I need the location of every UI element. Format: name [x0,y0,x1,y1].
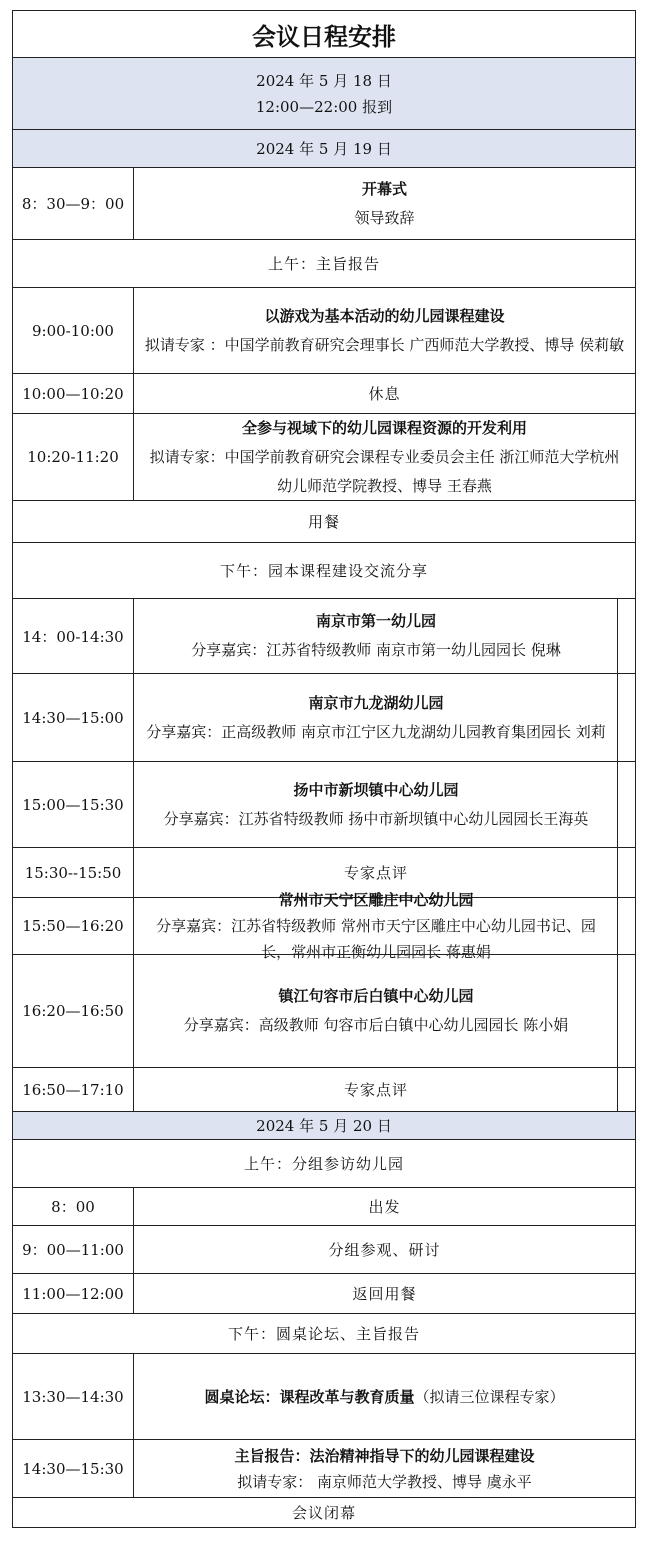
session-topic: 开幕式 [361,179,407,198]
session-desc: 分享嘉宾：高级教师 句容市后白镇中心幼儿园园长 陈小娟 [183,1016,569,1034]
time-cell: 8：30—9：00 [13,168,134,239]
title-row [13,11,635,57]
session-topic: 扬中市新坝镇中心幼儿园 [293,780,459,799]
lunch-label: 用餐 [307,513,340,531]
session-desc: 拟请专家： 南京师范大学教授、博导 虞永平 [237,1472,532,1491]
session-desc: 分享嘉宾：江苏省特级教师 扬中市新坝镇中心幼儿园园长王海英 [163,809,589,828]
closing-row [13,1497,635,1527]
session-label: 专家点评 [343,1081,408,1099]
session-label: 专家点评 [343,864,408,882]
session-desc: 拟请专家 ：中国学前教育研究会理事长 广西师范大学教授、博导 侯莉敏 [144,335,625,354]
day1-note: 12:00—22:00 报到 [255,97,393,116]
schedule-row-visit [13,1225,635,1273]
day3-header [13,1111,635,1139]
schedule-row-depart [13,1187,635,1225]
time-cell: 14:30—15:30 [13,1440,134,1497]
schedule-row-return [13,1273,635,1313]
time-cell: 9：00—11:00 [13,1226,134,1273]
schedule-row-share4 [13,891,635,961]
session-label: 休息 [368,385,401,403]
schedule-row-opening [13,167,635,239]
page-title: 会议日程安排 [252,22,396,51]
time-cell: 9:00-10:00 [13,288,134,373]
side-column [617,674,635,761]
time-cell: 15:30--15:50 [13,848,134,897]
session-topic: 南京市九龙湖幼儿园 [308,693,444,712]
time-cell: 11:00—12:00 [13,1274,134,1313]
schedule-row-share1 [13,598,635,673]
section-label: 上午：主旨报告 [267,255,380,273]
side-column [617,955,635,1067]
side-column [617,898,635,954]
session-desc: 领导致辞 [354,208,415,227]
time-cell: 14：00-14:30 [13,599,134,673]
time-cell: 15:00—15:30 [13,762,134,847]
side-column [617,1068,635,1111]
session-desc: 分享嘉宾：江苏省特级教师 常州市天宁区雕庄中心幼儿园书记、园长，常州市正衡幼儿园园长 蒋惠娟 [156,917,596,961]
section-header-day3-afternoon [13,1313,635,1353]
section-header-afternoon [13,542,635,598]
section-header-morning [13,239,635,287]
time-cell: 8：00 [13,1188,134,1225]
schedule-table [12,10,636,1528]
day1-date: 2024 年 5 月 18 日 [256,71,392,90]
schedule-row-talk2 [13,413,635,500]
section-label: 下午：圆桌论坛、主旨报告 [227,1325,420,1343]
session-desc: 分享嘉宾：江苏省特级教师 南京市第一幼儿园园长 倪琳 [191,641,561,659]
time-cell: 10:20-11:20 [13,414,134,500]
session-topic: 镇江句容市后白镇中心幼儿园 [278,987,474,1005]
schedule-row-share2 [13,673,635,761]
session-desc: 分享嘉宾：正高级教师 南京市江宁区九龙湖幼儿园教育集团园长 刘莉 [146,722,606,741]
session-topic: 全参与视域下的幼儿园课程资源的开发利用 [241,418,527,437]
session-topic: 主旨报告：法治精神指导下的幼儿园课程建设 [234,1446,535,1465]
session-topic: 南京市第一幼儿园 [315,612,436,630]
session-label: 出发 [368,1198,401,1216]
time-cell: 15:50—16:20 [13,898,134,954]
time-cell: 10:00—10:20 [13,374,134,413]
day2-header [13,129,635,167]
section-label: 下午：园本课程建设交流分享 [219,562,428,580]
side-column [617,762,635,847]
forum-line [204,1386,564,1407]
session-note: （拟请三位课程专家） [414,1388,565,1406]
schedule-row-forum [13,1353,635,1439]
time-cell: 16:50—17:10 [13,1068,134,1111]
time-cell: 14:30—15:00 [13,674,134,761]
session-label: 返回用餐 [352,1285,417,1303]
schedule-row-share5 [13,954,635,1067]
schedule-row-review2 [13,1067,635,1111]
day2-date: 2024 年 5 月 19 日 [256,139,392,158]
session-topic: 常州市天宁区雕庄中心幼儿园 [278,891,474,909]
closing-label: 会议闭幕 [291,1504,356,1522]
side-column [617,848,635,897]
schedule-row-break [13,373,635,413]
session-desc: 拟请专家：中国学前教育研究会课程专业委员会主任 浙江师范大学杭州幼儿师范学院教授、博导 王春燕 [149,447,620,495]
session-topic: 以游戏为基本活动的幼儿园课程建设 [264,306,505,325]
section-label: 上午：分组参访幼儿园 [243,1155,404,1173]
side-column [617,599,635,673]
schedule-row-talk1 [13,287,635,373]
lunch-row [13,500,635,542]
day3-date: 2024 年 5 月 20 日 [256,1116,392,1135]
schedule-row-keynote [13,1439,635,1497]
session-label: 分组参观、研讨 [328,1241,441,1259]
section-header-day3-morning [13,1139,635,1187]
day1-header [13,57,635,129]
schedule-row-share3 [13,761,635,847]
session-topic: 圆桌论坛：课程改革与教育质量 [204,1388,415,1406]
time-cell: 16:20—16:50 [13,955,134,1067]
time-cell: 13:30—14:30 [13,1354,134,1439]
